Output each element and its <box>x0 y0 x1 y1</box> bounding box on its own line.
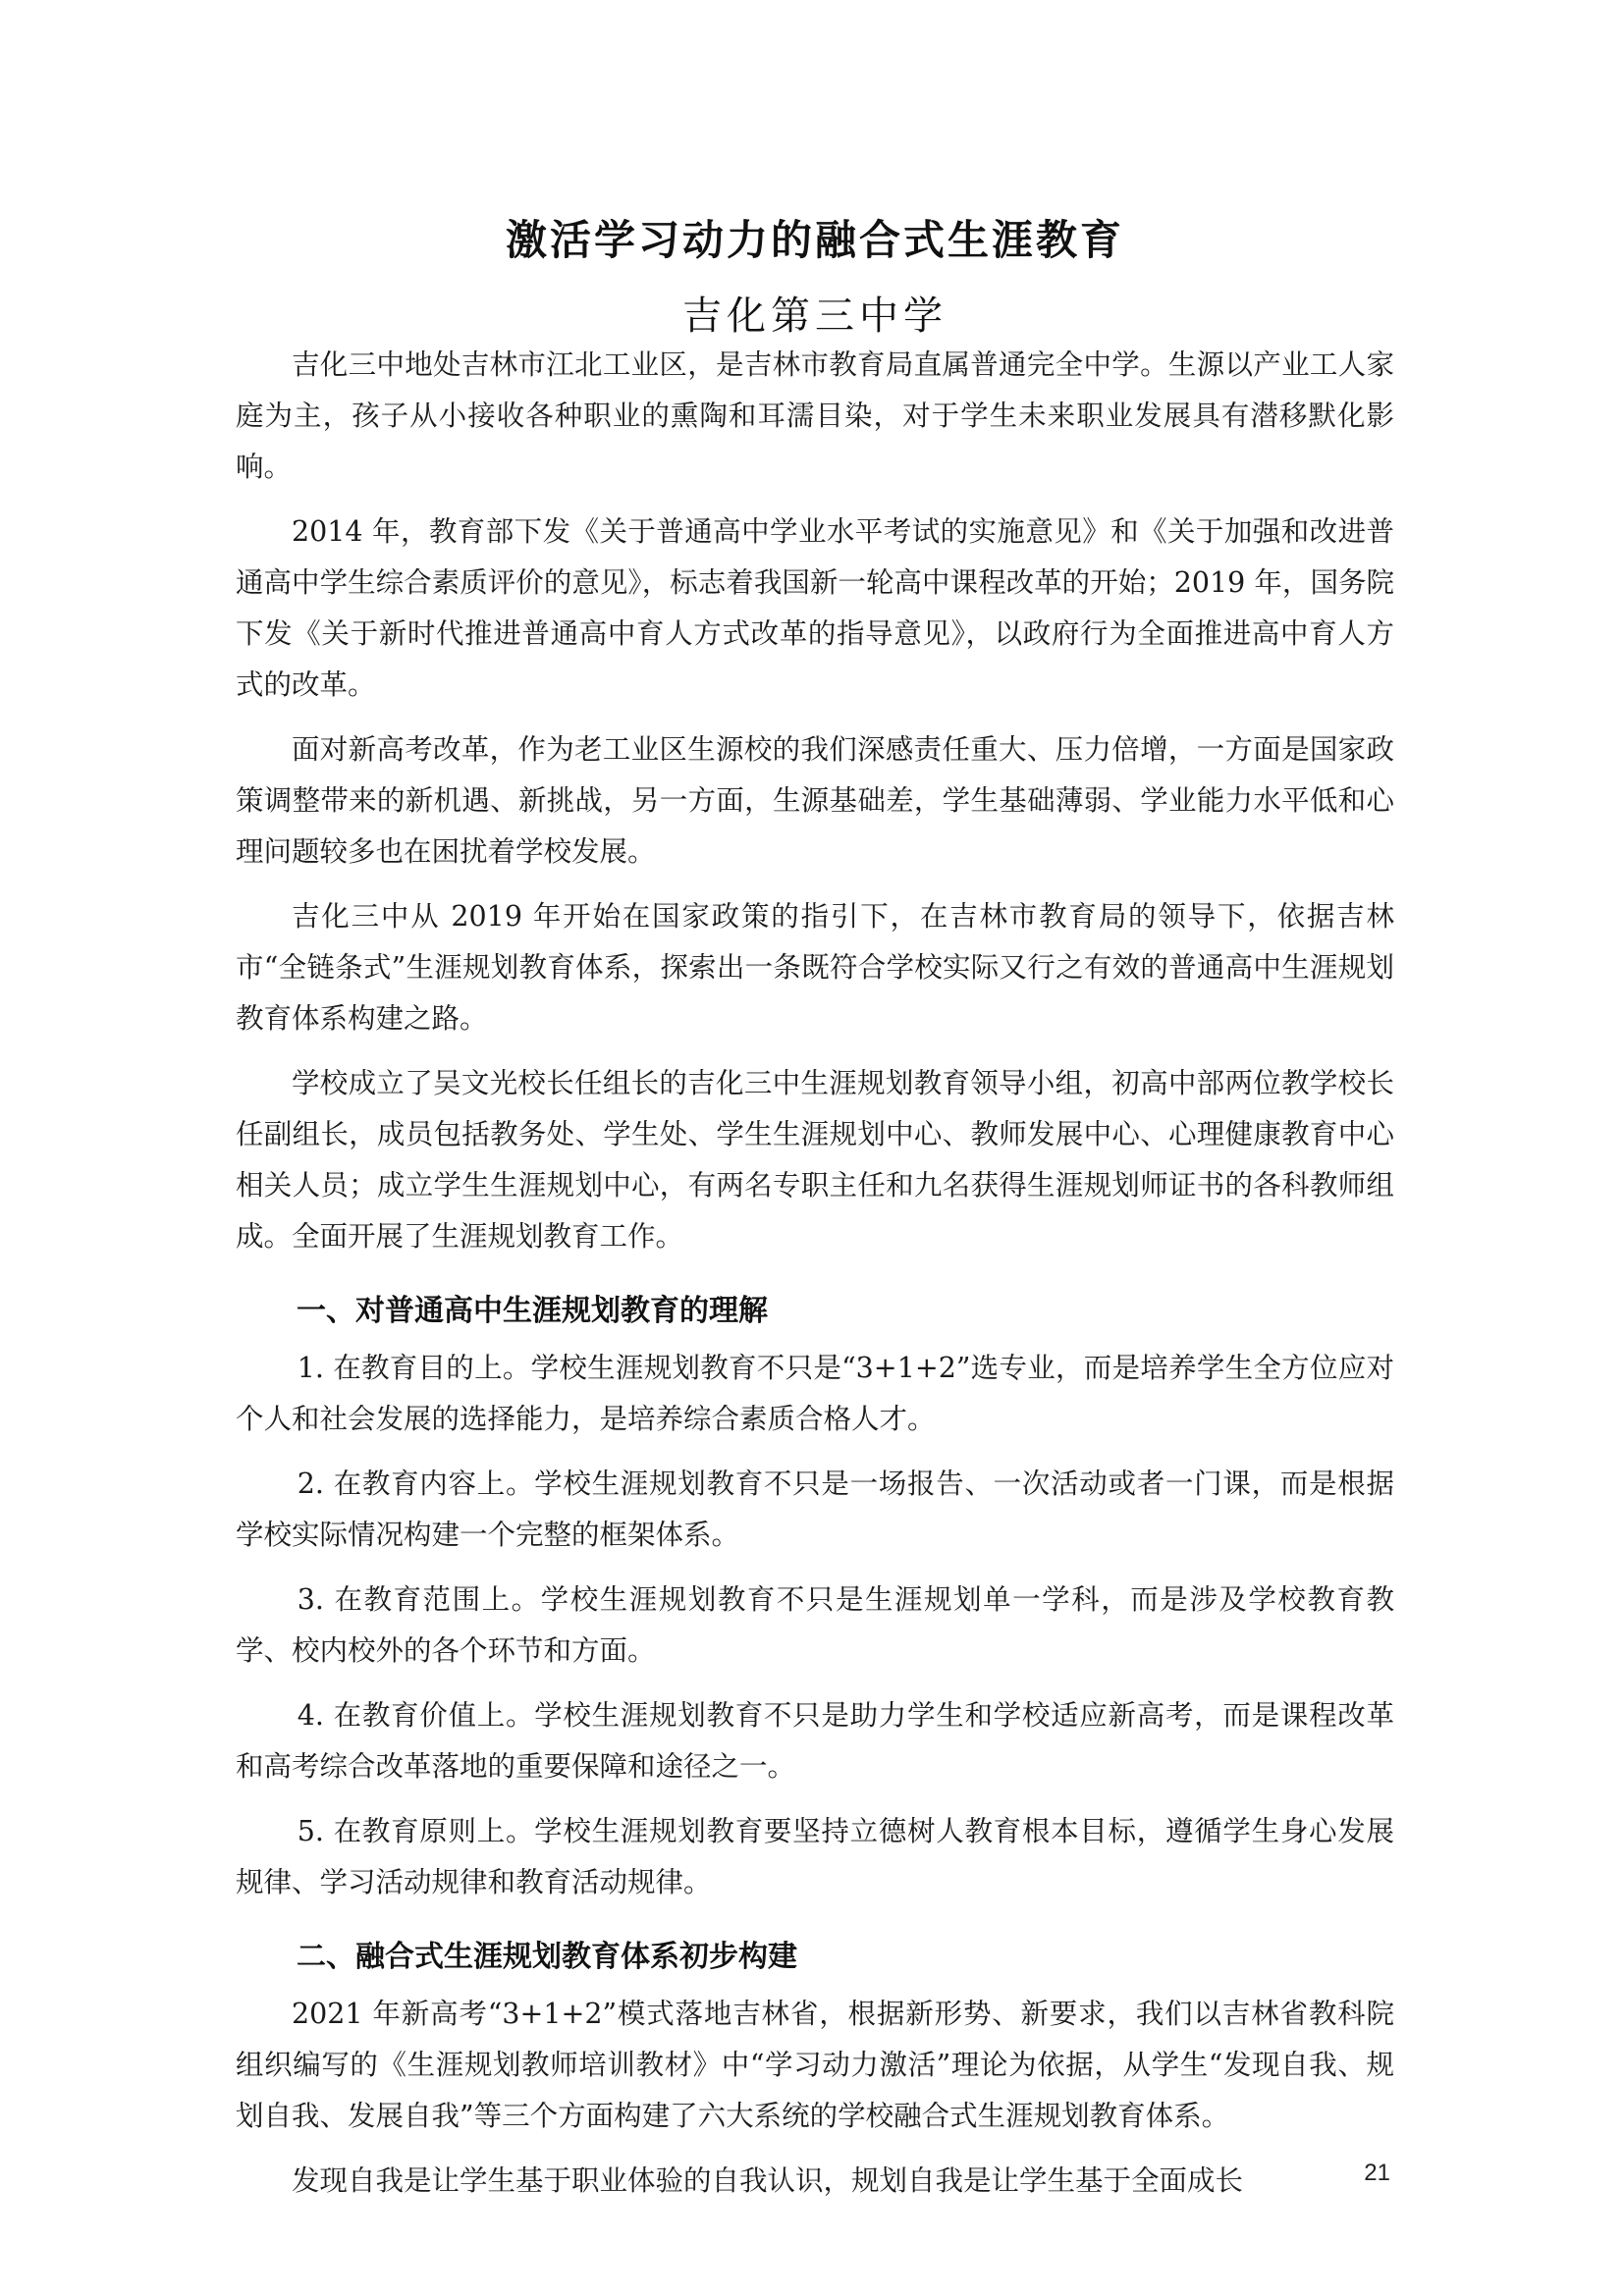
intro-paragraph: 吉化三中从 2019 年开始在国家政策的指引下，在吉林市教育局的领导下，依据吉林市“全链条式”生涯规划教育体系，探索出一条既符合学校实际又行之有效的普通高中生涯规划教育体系构建之路。 <box>236 900 1394 1035</box>
list-item: 3. 在教育范围上。学校生涯规划教育不只是生涯规划单一学科，而是涉及学校教育教学、校内校外的各个环节和方面。 <box>236 1583 1394 1667</box>
page-subtitle: 吉化第三中学 <box>682 294 947 339</box>
list-item: 1. 在教育目的上。学校生涯规划教育不只是“3+1+2”选专业，而是培养学生全方位应对个人和社会发展的选择能力，是培养综合素质合格人才。 <box>236 1352 1394 1435</box>
list-item: 4. 在教育价值上。学校生涯规划教育不只是助力学生和学校适应新高考，而是课程改革和高考综合改革落地的重要保障和途径之一。 <box>236 1699 1394 1783</box>
intro-paragraph: 学校成立了吴文光校长任组长的吉化三中生涯规划教育领导小组，初高中部两位教学校长任副组长，成员包括教务处、学生处、学生生涯规划中心、教师发展中心、心理健康教育中心相关人员；成立学生生涯规划中心，有两名专职主任和九名获得生涯规划师证书的各科教师组成。全面开展了生涯规划教育工作。 <box>236 1067 1394 1253</box>
list-item: 5. 在教育原则上。学校生涯规划教育要坚持立德树人教育根本目标，遵循学生身心发展规律、学习活动规律和教育活动规律。 <box>236 1815 1394 1898</box>
page-title: 激活学习动力的融合式生涯教育 <box>505 216 1124 264</box>
section-heading-2: 二、融合式生涯规划教育体系初步构建 <box>297 1940 797 1974</box>
section-paragraph: 2021 年新高考“3+1+2”模式落地吉林省，根据新形势、新要求，我们以吉林省教科院组织编写的《生涯规划教师培训教材》中“学习动力激活”理论为依据，从学生“发现自我、规划自我、发展自我”等三个方面构建了六大系统的学校融合式生涯规划教育体系。 <box>236 1998 1394 2132</box>
intro-paragraph: 面对新高考改革，作为老工业区生源校的我们深感责任重大、压力倍增，一方面是国家政策调整带来的新机遇、新挑战，另一方面，生源基础差，学生基础薄弱、学业能力水平低和心理问题较多也在困扰着学校发展。 <box>236 733 1394 868</box>
intro-paragraph: 吉化三中地处吉林市江北工业区，是吉林市教育局直属普通完全中学。生源以产业工人家庭为主，孩子从小接收各种职业的熏陶和耳濡目染，对于学生未来职业发展具有潜移默化影响。 <box>236 348 1394 483</box>
document-body <box>236 340 1394 2220</box>
intro-paragraph: 2014 年，教育部下发《关于普通高中学业水平考试的实施意见》和《关于加强和改进普通高中学生综合素质评价的意见》，标志着我国新一轮高中课程改革的开始；2019 年，国务院下发《关于新时代推进普通高中育人方式改革的指导意见》，以政府行为全面推进高中育人方式的改革。 <box>236 515 1394 701</box>
section-heading-1: 一、对普通高中生涯规划教育的理解 <box>297 1294 768 1328</box>
list-item: 2. 在教育内容上。学校生涯规划教育不只是一场报告、一次活动或者一门课，而是根据学校实际情况构建一个完整的框架体系。 <box>236 1468 1394 1551</box>
page-number: 21 <box>1364 2160 1390 2186</box>
section-paragraph: 发现自我是让学生基于职业体验的自我认识，规划自我是让学生基于全面成长 <box>292 2164 1244 2197</box>
